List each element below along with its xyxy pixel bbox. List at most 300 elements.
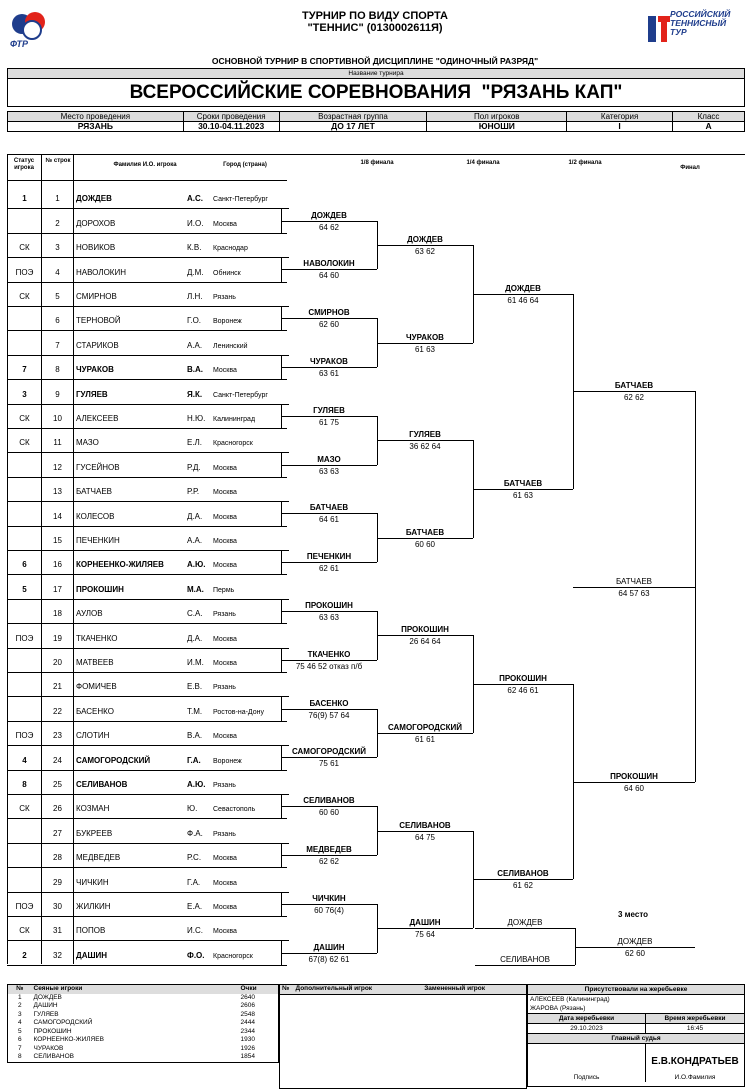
player-name: НОВИКОВ <box>76 243 116 253</box>
col-city: Город (страна) <box>223 162 267 168</box>
player-initials: Д.А. <box>187 633 203 643</box>
extra-header-replaced: Замененный игрок <box>424 985 485 992</box>
player-name: ЧУРАКОВ <box>76 365 114 375</box>
col-sf: 1/2 финала <box>568 160 602 166</box>
player-row-line <box>7 745 287 746</box>
referee-name: Е.В.КОНДРАТЬЕВ <box>651 1056 739 1067</box>
seeds-header-points: Очки <box>240 985 257 992</box>
draw-date: 29.10.2023 <box>528 1024 646 1033</box>
qf-score: 63 62 <box>414 247 436 256</box>
player-number: 1 <box>55 194 60 204</box>
player-row-line <box>7 355 287 356</box>
finalist: БАТЧАЕВ <box>614 381 654 390</box>
seed-number: 8 <box>17 1053 22 1060</box>
player-row-line <box>7 306 287 307</box>
player-name: АУЛОВ <box>76 609 103 619</box>
player-number: 24 <box>53 755 62 765</box>
info-value: ЮНОШИ <box>427 122 567 132</box>
finalist-score: 62 62 <box>623 393 645 402</box>
present-2: ЖАРОВА (Рязань) <box>528 1004 744 1014</box>
qf-line <box>377 928 473 929</box>
player-city: Севастополь <box>213 806 256 814</box>
info-header: Возрастная группа <box>279 112 427 122</box>
qf-score: 75 64 <box>414 930 436 939</box>
seed-row <box>8 1045 279 1054</box>
player-row-line <box>7 623 287 624</box>
rtt-logo-line3: ТУР <box>670 27 687 37</box>
r16-score: 63 61 <box>318 369 340 378</box>
r16-winner: МАЗО <box>317 455 341 464</box>
player-status: СК <box>19 243 30 253</box>
player-number: 14 <box>53 511 62 521</box>
player-number: 27 <box>53 828 62 838</box>
player-row-line <box>7 770 287 771</box>
player-initials: В.А. <box>187 365 203 375</box>
player-initials: Ф.А. <box>187 828 203 838</box>
col-status: Статус игрока <box>13 158 35 171</box>
player-number: 31 <box>53 926 62 936</box>
player-city: Ленинский <box>213 342 248 350</box>
player-number: 11 <box>53 438 62 448</box>
player-row-line <box>7 965 287 966</box>
player-row-line <box>7 379 287 380</box>
player-initials: Е.В. <box>187 682 203 692</box>
info-header: Сроки проведения <box>183 112 279 122</box>
player-status: СК <box>19 438 30 448</box>
seed-points: 2344 <box>240 1027 255 1035</box>
player-row-line <box>7 574 287 575</box>
seed-points: 2640 <box>240 993 255 1001</box>
player-name: БАТЧАЕВ <box>76 487 113 497</box>
player-initials: Р.С. <box>187 853 202 863</box>
champion-score: 64 57 63 <box>618 589 650 598</box>
r16-line <box>281 513 377 514</box>
r16-line <box>281 709 377 710</box>
player-city: Обнинск <box>213 269 241 277</box>
player-row-line <box>7 428 287 429</box>
player-initials: А.Ю. <box>187 780 206 789</box>
r16-winner: ДАШИН <box>313 943 345 952</box>
third-place-player: ДОЖДЕВ <box>507 918 543 927</box>
player-initials: И.О. <box>187 218 204 228</box>
sf-score: 61 62 <box>512 881 534 890</box>
player-initials: Г.А. <box>187 755 201 765</box>
seed-points: 2444 <box>240 1019 255 1026</box>
r16-winner: ДОЖДЕВ <box>311 211 347 220</box>
qf-score: 26 64 64 <box>409 637 441 646</box>
player-status: СК <box>19 926 30 936</box>
player-row-line <box>7 208 287 209</box>
player-row-line <box>7 818 287 819</box>
player-city: Москва <box>213 855 237 863</box>
player-name: ТЕРНОВОЙ <box>76 316 121 326</box>
champion-line <box>573 587 695 588</box>
player-number: 16 <box>53 560 62 570</box>
player-city: Москва <box>213 733 237 741</box>
player-row-line <box>7 501 287 502</box>
player-name: СЕЛИВАНОВ <box>76 780 128 789</box>
info-value: I <box>567 122 673 132</box>
player-number: 15 <box>53 536 62 545</box>
r16-line <box>281 855 377 856</box>
player-initials: Н.Ю. <box>187 414 206 423</box>
player-number: 30 <box>53 902 62 911</box>
player-initials: А.Ю. <box>187 560 206 570</box>
r16-winner: САМОГОРОДСКИЙ <box>291 747 367 756</box>
seed-points: 1854 <box>240 1053 255 1060</box>
player-status: ПОЭ <box>15 902 34 911</box>
player-number: 6 <box>55 316 60 326</box>
r16-score: 75 46 52 отказ п/б <box>295 662 363 671</box>
seed-name: КОРНЕЕНКО-ЖИЛЯЕВ <box>33 1036 104 1043</box>
r16-score: 60 60 <box>318 808 340 817</box>
r16-line <box>281 611 377 612</box>
r16-score: 61 75 <box>318 418 340 427</box>
player-status: СК <box>19 804 30 814</box>
player-city: Москва <box>213 879 237 887</box>
seed-number: 1 <box>17 993 22 1001</box>
player-status: ПОЭ <box>15 731 34 741</box>
player-row-line <box>7 257 287 258</box>
player-initials: С.А. <box>187 609 203 619</box>
player-number: 3 <box>55 243 60 253</box>
r16-line <box>281 904 377 905</box>
player-row-line <box>7 330 287 331</box>
r16-winner: ТКАЧЕНКО <box>307 650 351 659</box>
qf-line <box>377 538 473 539</box>
player-name: СЛОТИН <box>76 731 110 741</box>
third-line <box>475 928 575 929</box>
qf-score: 60 60 <box>414 540 436 549</box>
present-1: АЛЕКСЕЕВ (Калининград) <box>530 996 610 1003</box>
player-city: Красногорск <box>213 440 253 448</box>
r16-winner: ЧУРАКОВ <box>310 357 348 366</box>
tournament-name: ВСЕРОССИЙСКИЕ СОРЕВНОВАНИЯ "РЯЗАНЬ КАП" <box>7 79 745 107</box>
player-status: 8 <box>22 780 27 789</box>
player-number: 29 <box>53 877 62 887</box>
sf-winner: СЕЛИВАНОВ <box>497 869 549 878</box>
sf-winner: ПРОКОШИН <box>499 674 547 683</box>
info-value: РЯЗАНЬ <box>8 122 184 132</box>
player-city: Санкт-Петербург <box>213 391 268 399</box>
player-status: 1 <box>22 194 27 204</box>
qf-winner: ЧУРАКОВ <box>406 333 444 342</box>
player-status: 3 <box>22 389 27 399</box>
player-name: СТАРИКОВ <box>76 340 119 350</box>
player-city: Москва <box>213 464 237 472</box>
third-winner-line <box>575 947 695 948</box>
player-initials: Ю. <box>187 804 198 814</box>
player-row-line <box>7 526 287 527</box>
qf-line <box>377 635 473 636</box>
sf-line <box>473 684 573 685</box>
qf-line <box>377 733 473 734</box>
player-initials: А.А. <box>187 340 203 350</box>
player-number: 10 <box>53 414 62 423</box>
player-status: ПОЭ <box>15 267 34 277</box>
player-row-line <box>7 452 287 453</box>
player-number: 28 <box>53 853 62 863</box>
player-name: ЧИЧКИН <box>76 877 109 887</box>
player-name: ПРОКОШИН <box>76 584 124 594</box>
qf-winner: САМОГОРОДСКИЙ <box>387 723 463 732</box>
player-city: Рязань <box>213 611 236 619</box>
present-label: Присутствовали на жеребьевке <box>528 985 744 995</box>
player-number: 12 <box>53 462 62 472</box>
qf-winner: ДОЖДЕВ <box>407 235 443 244</box>
player-initials: И.С. <box>187 926 203 936</box>
player-name: ПЕЧЕНКИН <box>76 536 120 545</box>
player-city: Москва <box>213 220 237 228</box>
player-name: ПОПОВ <box>76 926 106 936</box>
qf-line <box>377 343 473 344</box>
draw-date-label: Дата жеребьевки <box>528 1014 646 1023</box>
sf-line <box>473 489 573 490</box>
r16-score: 62 60 <box>318 320 340 329</box>
player-number: 23 <box>53 731 62 741</box>
player-city: Пермь <box>213 586 235 594</box>
col-name: Фамилия И.О. игрока <box>113 162 177 168</box>
seed-points: 2606 <box>240 1002 255 1009</box>
player-row-line <box>7 404 287 405</box>
ftr-logo-text: ФТР <box>10 39 28 49</box>
r16-line <box>281 318 377 319</box>
player-initials: Л.Н. <box>187 292 203 301</box>
final-join <box>695 391 696 782</box>
qf-line <box>377 440 473 441</box>
player-row-line <box>7 794 287 795</box>
player-city: Рязань <box>213 294 236 301</box>
player-status: СК <box>19 292 30 301</box>
player-city: Рязань <box>213 830 236 838</box>
sf-score: 62 46 61 <box>507 686 539 695</box>
player-city: Москва <box>213 562 237 570</box>
rtt-logo <box>646 10 746 48</box>
r16-winner: НАВОЛОКИН <box>303 259 355 268</box>
champion-name: БАТЧАЕВ <box>615 577 652 586</box>
qf-score: 64 75 <box>414 833 436 842</box>
third-line <box>475 965 575 966</box>
third-place-score: 62 60 <box>624 949 646 958</box>
player-city: Москва <box>213 489 237 497</box>
seed-number: 7 <box>17 1044 22 1052</box>
draw-time-label: Время жеребьевки <box>664 1015 726 1022</box>
r16-score: 63 63 <box>318 467 340 476</box>
third-place-label: 3 место <box>617 910 649 919</box>
player-row-line <box>7 696 287 697</box>
player-initials: К.В. <box>187 243 202 253</box>
r16-score: 75 61 <box>318 759 340 768</box>
qf-winner: БАТЧАЕВ <box>405 528 445 537</box>
qf-line <box>377 831 473 832</box>
player-city: Рязань <box>213 782 236 789</box>
player-city: Москва <box>213 367 237 375</box>
qf-score: 36 62 64 <box>409 442 441 451</box>
seed-name: ГУЛЯЕВ <box>33 1010 59 1018</box>
player-city: Москва <box>213 635 237 643</box>
player-initials: Ф.О. <box>187 950 205 960</box>
info-header: Пол игроков <box>427 112 567 122</box>
player-name: ЖИЛКИН <box>76 902 111 911</box>
sign-label: Подпись <box>573 1074 600 1081</box>
player-row-line <box>7 648 287 649</box>
player-initials: Т.М. <box>187 706 203 716</box>
player-name: АЛЕКСЕЕВ <box>76 414 119 423</box>
player-number: 25 <box>53 780 62 789</box>
player-row-line <box>7 892 287 893</box>
player-name: КОЛЕСОВ <box>76 511 115 521</box>
player-number: 26 <box>53 804 62 814</box>
info-value: A <box>673 122 745 132</box>
player-city: Калининград <box>213 416 256 423</box>
info-value: ДО 17 ЛЕТ <box>279 122 427 132</box>
player-number: 5 <box>55 292 60 301</box>
player-number: 17 <box>53 584 62 594</box>
col-r16: 1/8 финала <box>360 160 394 166</box>
r16-score: 62 61 <box>318 564 340 573</box>
player-initials: Р.Д. <box>187 462 201 472</box>
player-initials: Р.Р. <box>187 487 200 497</box>
player-name: МАЗО <box>76 438 99 448</box>
player-row-line <box>7 672 287 673</box>
seed-number: 5 <box>17 1027 22 1035</box>
finalist-score: 64 60 <box>623 784 645 793</box>
player-row-line <box>7 477 287 478</box>
r16-line <box>281 465 377 466</box>
r16-score: 64 60 <box>318 271 340 280</box>
player-row-line <box>7 867 287 868</box>
player-initials: М.А. <box>187 584 204 594</box>
qf-winner: СЕЛИВАНОВ <box>399 821 451 830</box>
tournament-label: Название турнира <box>7 68 745 79</box>
r16-line <box>281 806 377 807</box>
rtt-logo-line2: ТЕННИСНЫЙ <box>670 18 727 28</box>
player-city: Краснодар <box>213 245 248 253</box>
player-city: Воронеж <box>213 757 242 765</box>
qf-winner: ГУЛЯЕВ <box>409 430 441 439</box>
r16-score: 60 76(4) <box>314 906 344 915</box>
third-place-winner: ДОЖДЕВ <box>617 937 653 946</box>
player-city: Москва <box>213 513 237 521</box>
player-city: Москва <box>213 928 237 936</box>
r16-line <box>281 269 377 270</box>
seeds-header-num: № <box>16 985 24 992</box>
sf-winner: ДОЖДЕВ <box>505 284 541 293</box>
player-name: БУКРЕЕВ <box>76 828 113 838</box>
qf-score: 61 63 <box>414 345 436 354</box>
seed-points: 1926 <box>240 1044 255 1052</box>
info-table <box>7 111 745 132</box>
col-final: Финал <box>680 165 700 171</box>
player-name: ФОМИЧЕВ <box>76 682 117 692</box>
player-name: ТКАЧЕНКО <box>76 633 118 643</box>
info-value: 30.10-04.11.2023 <box>183 122 279 132</box>
player-name: БАСЕНКО <box>76 706 114 716</box>
title-line1: ТУРНИР ПО ВИДУ СПОРТА <box>302 10 448 22</box>
player-name: ДОЖДЕВ <box>76 194 112 204</box>
r16-score: 76(9) 57 64 <box>308 711 350 720</box>
player-status: ПОЭ <box>15 633 34 643</box>
player-status: 2 <box>22 950 27 960</box>
player-initials: Е.Л. <box>187 438 203 448</box>
seed-number: 6 <box>17 1036 22 1043</box>
player-status: СК <box>19 414 30 423</box>
page-title <box>150 10 600 34</box>
player-name: МЕДВЕДЕВ <box>76 853 121 863</box>
player-number: 9 <box>55 389 60 399</box>
player-name: ДАШИН <box>76 950 108 960</box>
referee-label: Главный судья <box>528 1034 744 1044</box>
r16-score: 62 62 <box>318 857 340 866</box>
player-initials: Я.К. <box>187 389 203 399</box>
r16-line <box>281 562 377 563</box>
player-city: Москва <box>213 538 237 545</box>
seed-name: ЧУРАКОВ <box>33 1044 64 1052</box>
r16-winner: ЧИЧКИН <box>312 894 346 903</box>
info-header: Место проведения <box>8 112 184 122</box>
rtt-logo-line1: РОССИЙСКИЙ <box>670 9 731 19</box>
player-name: СМИРНОВ <box>76 292 117 301</box>
sf-score: 61 46 64 <box>507 296 539 305</box>
discipline-subtitle: ОСНОВНОЙ ТУРНИР В СПОРТИВНОЙ ДИСЦИПЛИНЕ "ОДИНОЧНЫЙ РАЗРЯД" <box>211 56 539 66</box>
seeds-header-name: Сеяные игроки <box>33 985 83 992</box>
player-name: ГУЛЯЕВ <box>76 389 108 399</box>
player-initials: Г.О. <box>187 316 202 326</box>
r16-winner: ГУЛЯЕВ <box>313 406 345 415</box>
player-number: 18 <box>53 609 62 619</box>
r16-line <box>281 660 377 661</box>
third-place-player: СЕЛИВАНОВ <box>500 955 550 964</box>
col-qf: 1/4 финала <box>466 160 500 166</box>
player-number: 21 <box>53 682 62 692</box>
info-header: Категория <box>567 112 673 122</box>
seed-points: 2548 <box>240 1010 255 1018</box>
r16-winner: БАСЕНКО <box>309 699 349 708</box>
player-city: Рязань <box>213 684 236 692</box>
seed-points: 1930 <box>240 1036 255 1043</box>
qf-score: 61 61 <box>414 735 436 744</box>
player-row-line <box>7 282 287 283</box>
r16-score: 67(8) 62 61 <box>308 955 350 964</box>
finalist: ПРОКОШИН <box>610 772 658 781</box>
player-row-line <box>7 843 287 844</box>
sf-winner: БАТЧАЕВ <box>503 479 543 488</box>
seed-row <box>8 1053 279 1062</box>
seed-number: 3 <box>17 1010 22 1018</box>
player-city: Москва <box>213 904 237 911</box>
seed-row <box>8 1002 279 1011</box>
header-bottom-line <box>7 180 287 181</box>
r16-winner: СЕЛИВАНОВ <box>303 796 355 805</box>
r16-winner: БАТЧАЕВ <box>309 503 349 512</box>
seed-name: САМОГОРОДСКИЙ <box>33 1019 93 1026</box>
r16-winner: ПРОКОШИН <box>305 601 353 610</box>
r16-line <box>281 757 377 758</box>
r16-score: 64 61 <box>318 515 340 524</box>
player-name: ДОРОХОВ <box>76 218 116 228</box>
qf-line <box>377 245 473 246</box>
draw-time: 16:45 <box>686 1025 704 1032</box>
player-city: Санкт-Петербург <box>213 196 268 204</box>
player-number: 22 <box>53 706 62 716</box>
seed-name: ДАШИН <box>33 1002 58 1009</box>
player-number: 4 <box>55 267 60 277</box>
player-initials: И.М. <box>187 658 204 667</box>
player-row-line <box>7 599 287 600</box>
player-status: 7 <box>22 365 27 375</box>
r16-line <box>281 416 377 417</box>
player-city: Воронеж <box>213 318 242 326</box>
